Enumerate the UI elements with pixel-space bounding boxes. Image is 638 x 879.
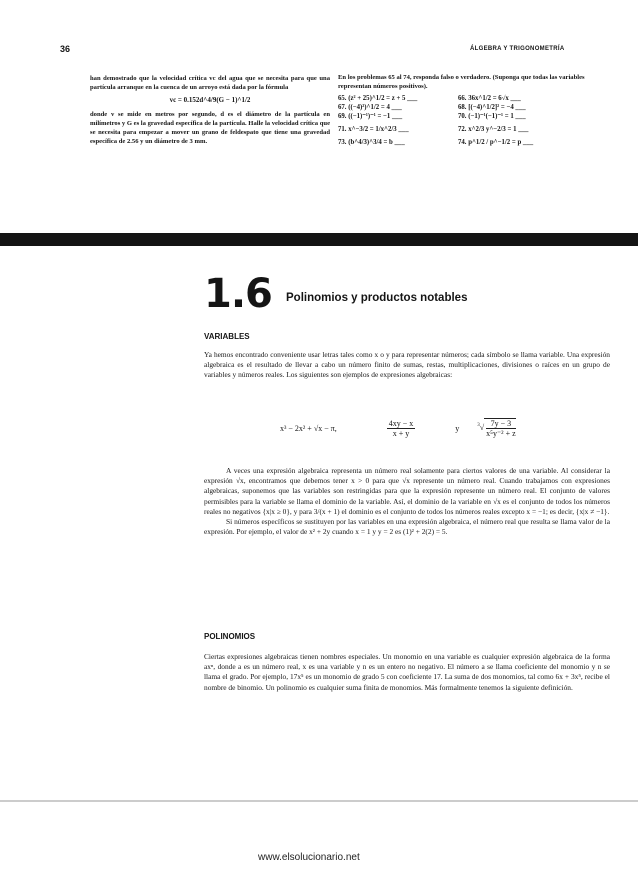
variables-heading: VARIABLES <box>204 332 250 341</box>
expression-polynomial: x³ − 2x² + √x − π, <box>280 423 337 433</box>
variables-body <box>204 466 610 537</box>
section-divider-band <box>0 233 638 246</box>
expression-cube-root <box>477 418 515 438</box>
top-left-text-before: han demostrado que la velocidad crítica vc del agua que se necesita para que una partícula arranque en la cuenca de un arroyo está dada por la fórmula <box>90 75 330 92</box>
problem-74: 74. p^1/2 / p^−1/2 = p ___ <box>458 139 534 146</box>
example-expressions <box>280 418 610 438</box>
problem-row <box>338 94 592 103</box>
problem-row <box>338 138 592 147</box>
radical-icon: √ <box>479 422 485 432</box>
problem-row <box>338 125 592 134</box>
bottom-page-edge-line <box>0 800 638 802</box>
variables-paragraph-3: Si números específicos se sustituyen por las variables en una expresión algebraica, el número real que resulta se llama valor de la expresión. Por ejemplo, el valor de x² + 2y cuando x = 1 y y = 2 es (1)² + 2(2) = 5. <box>204 517 610 537</box>
problem-row <box>338 103 592 112</box>
problem-65: 65. (z² + 25)^1/2 = z + 5 ___ <box>338 95 418 102</box>
variables-paragraph-2: A veces una expresión algebraica representa un número real solamente para ciertos valores de una variable. Al considerar la expresión √x, encontramos que debemos tener x > 0 para que √x represente un número real. Cuando trabajamos con expresiones algebraicas, suponemos que las variables son restringidas para que la expresión represente un número real. El conjunto de valores permisibles para la variable se llama el dominio de la variable. Así, el dominio de la variable en √x es el conjunto de todos los números reales no negativos {x|x ≥ 0}, y para 3/(x + 1) el dominio es el conjunto de todos los números reales excepto x = −1; es decir, {x|x ≠ −1}. <box>204 466 610 516</box>
section-number: 1.6 <box>204 271 272 317</box>
top-left-column <box>90 74 330 146</box>
radicand-fraction <box>484 418 515 438</box>
problem-66: 66. 36x^1/2 = 6√x ___ <box>458 95 521 102</box>
conjunction: y <box>455 423 460 433</box>
problem-68: 68. [(−4)^1/2]² = −4 ___ <box>458 104 526 111</box>
variables-paragraph-1: Ya hemos encontrado conveniente usar letras tales como x o y para representar números; cada símbolo se llama variable. Una expresión algebraica es el resultado de llevar a cabo un número finito de sumas, restas, multiplicaciones, divisiones o raíces en un grupo de variables y números reales. Los siguientes son ejemplos de expresiones algebraicas: <box>204 350 610 380</box>
problem-70: 70. (−1)⁻¹(−1)⁻¹ = 1 ___ <box>458 113 526 120</box>
website-footer: www.elsolucionario.net <box>258 852 360 863</box>
problem-71: 71. x^−3/2 = 1/x^2/3 ___ <box>338 126 409 133</box>
running-title: ÁLGEBRA Y TRIGONOMETRÍA <box>470 46 565 52</box>
page-number: 36 <box>60 44 71 54</box>
top-left-text-after: donde v se mide en metros por segundo, d es el diámetro de la partícula en milímetros y G es la gravedad específica de la partícula. Halle la velocidad crítica que se necesita para empezar a mover un grano de feldespato que tiene una gravedad específica de 2.56 y un diámetro de 3 mm. <box>90 110 330 146</box>
velocity-formula: vc = 0.152d^4/9(G − 1)^1/2 <box>169 96 251 105</box>
root-index: 3 <box>477 423 480 429</box>
section-title: Polinomios y productos notables <box>286 292 468 304</box>
polinomios-heading: POLINOMIOS <box>204 632 256 641</box>
problems-intro: En los problemas 65 al 74, responda falso o verdadero. (Suponga que todas las variables representan números positivos). <box>338 74 585 90</box>
problem-69: 69. ((−1)⁻¹)⁻¹ = −1 ___ <box>338 113 403 120</box>
problem-row <box>338 112 592 121</box>
fraction-numerator: 4xy − x <box>388 418 414 428</box>
expression-fraction <box>387 419 416 438</box>
polinomios-paragraph: Ciertas expresiones algebraicas tienen nombres especiales. Un monomio en una variable es cualquier expresión algebraica de la forma axⁿ, donde a es un número real, x es una variable y n es un entero no negativo. El número a se llama coeficiente del monomio y n se llama el grado. Por ejemplo, 17x⁵ es un monomio de grado 5 con coeficiente 17. La suma de dos monomios, tal como 6x + 3x⁵, recibe el nombre de binomio. Un polinomio es cualquier suma finita de monomios. Más formalmente tenemos la siguiente definición. <box>204 652 610 692</box>
problem-72: 72. x^2/3 y^−2/3 = 1 ___ <box>458 126 529 133</box>
radicand-denominator: x⁵y⁻² + z <box>486 429 516 438</box>
problem-73: 73. (b^4/3)^3/4 = b ___ <box>338 139 405 146</box>
radicand-numerator: 7y − 3 <box>486 419 515 429</box>
fraction-denominator: x + y <box>392 428 410 438</box>
problem-67: 67. ((−4)²)^1/2 = 4 ___ <box>338 104 402 111</box>
top-right-column <box>338 73 592 151</box>
